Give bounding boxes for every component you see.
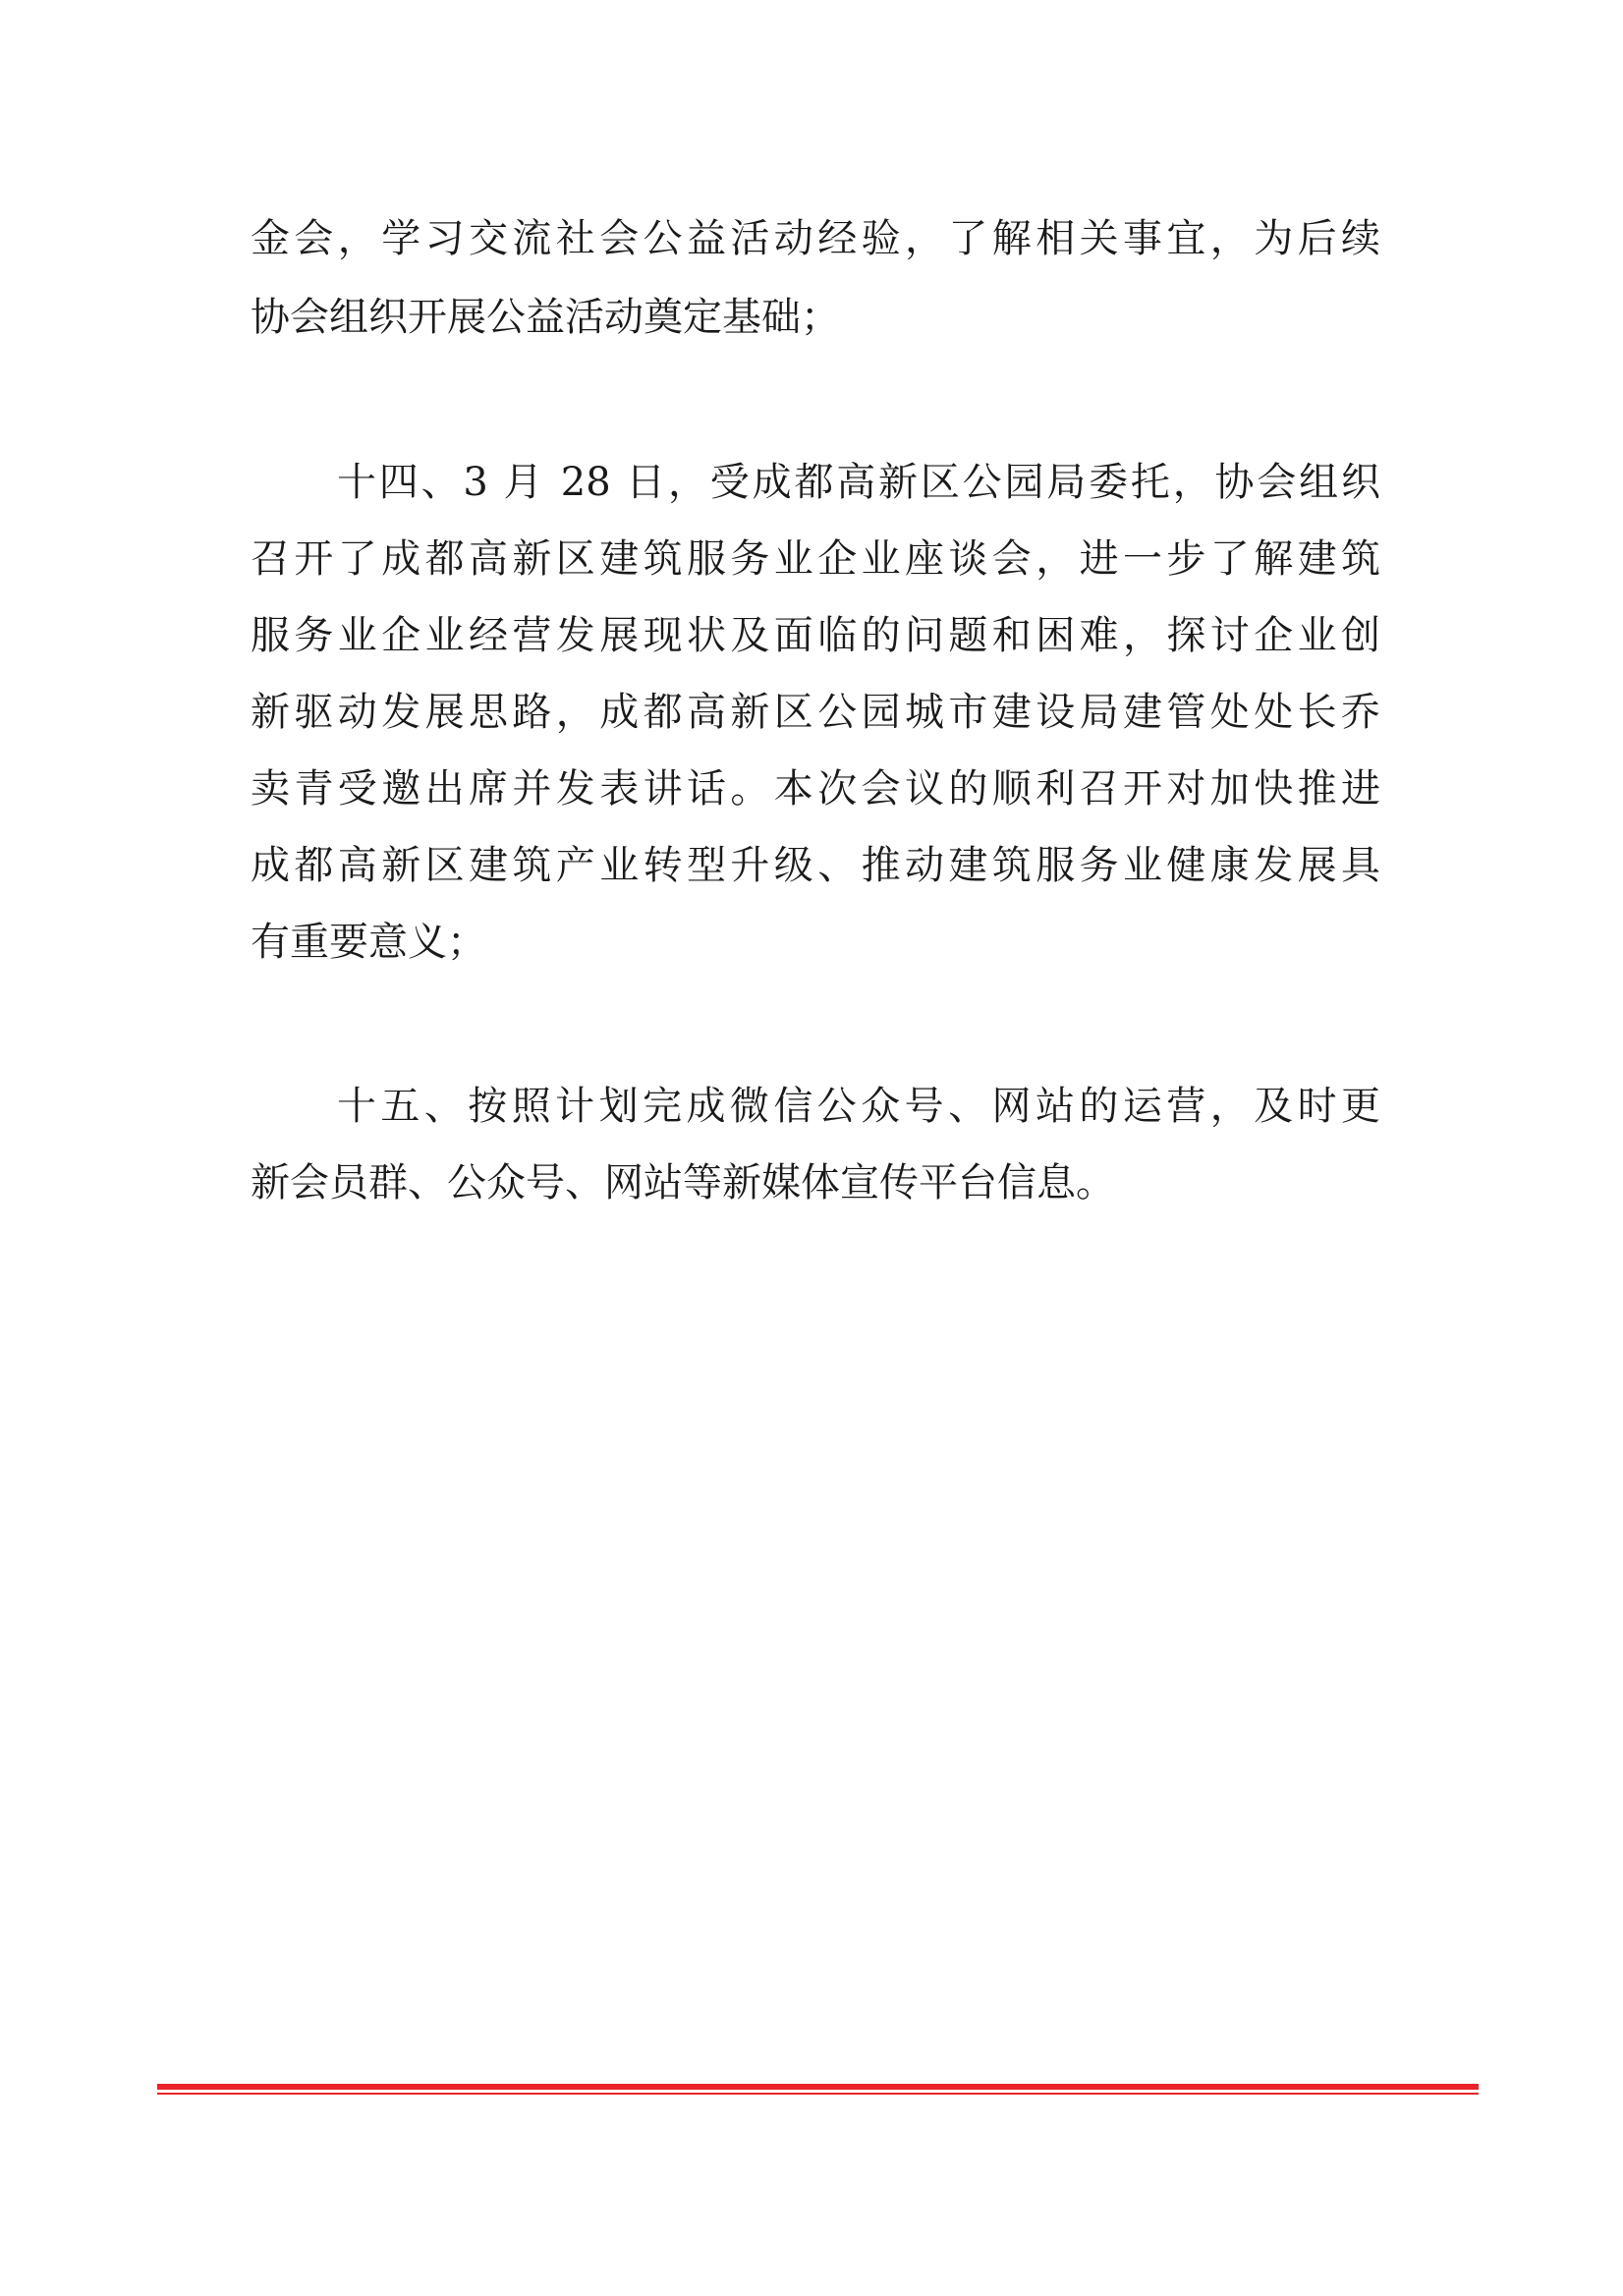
footer-rule-thick — [157, 2084, 1479, 2090]
paragraph-line: 十四、3 月 28 日，受成都高新区公园局委托，协会组织 — [337, 460, 1380, 505]
paragraph-line: 成都高新区建筑产业转型升级、推动建筑服务业健康发展具 — [251, 843, 1380, 888]
paragraph-line: 卖青受邀出席并发表讲话。本次会议的顺利召开对加快推进 — [251, 766, 1380, 812]
paragraph-line: 召开了成都高新区建筑服务业企业座谈会，进一步了解建筑 — [251, 536, 1380, 582]
paragraph-line: 十五、按照计划完成微信公众号、网站的运营，及时更 — [337, 1084, 1380, 1129]
paragraph-line: 新驱动发展思路，成都高新区公园城市建设局建管处处长乔 — [251, 690, 1380, 735]
paragraph-line: 协会组织开展公益活动奠定基础； — [251, 295, 840, 340]
footer-rule-thin — [157, 2093, 1479, 2095]
paragraph-line: 新会员群、公众号、网站等新媒体宣传平台信息。 — [251, 1160, 1115, 1205]
paragraph-line: 服务业企业经营发展现状及面临的问题和困难，探讨企业创 — [251, 613, 1380, 658]
paragraph-line: 金会，学习交流社会公益活动经验，了解相关事宜，为后续 — [251, 216, 1380, 261]
paragraph-line: 有重要意义； — [251, 920, 486, 965]
